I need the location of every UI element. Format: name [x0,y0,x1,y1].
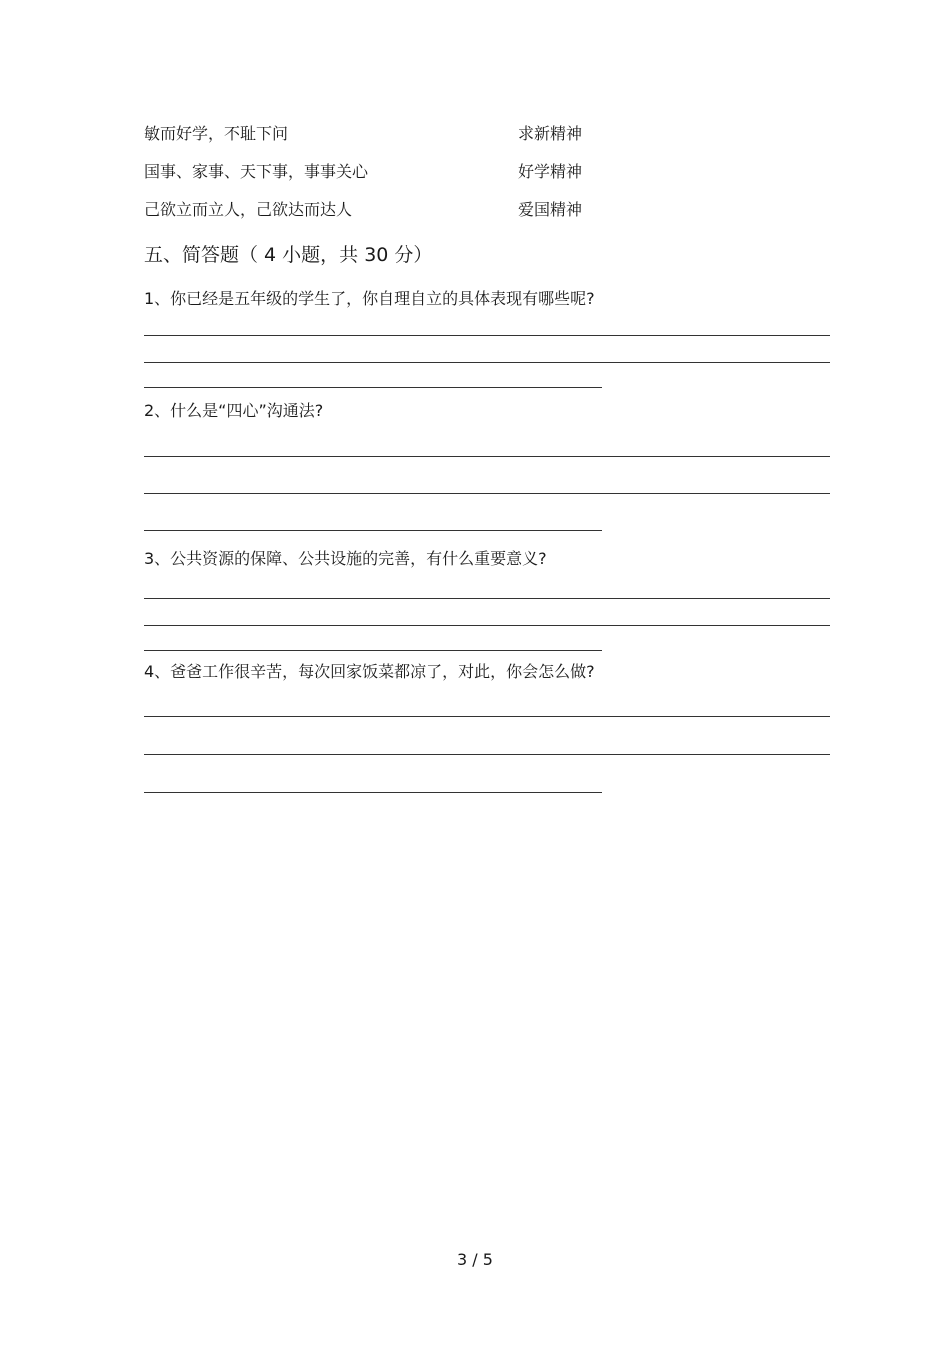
answer-line-4-2[interactable] [144,754,830,755]
answer-line-3-3[interactable] [144,650,602,651]
section-title: 五、简答题（ 4 小题，共 30 分） [144,244,433,266]
answer-line-3-2[interactable] [144,625,830,626]
page-number: 3 / 5 [457,1250,493,1269]
answer-line-2-2[interactable] [144,493,830,494]
answer-line-1-3[interactable] [144,387,602,388]
matching-left-3: 己欲立而立人，己欲达而达人 [144,200,353,219]
matching-right-3: 爱国精神 [518,200,583,219]
matching-right-2: 好学精神 [518,162,583,181]
question-2: 2、什么是“四心”沟通法? [144,401,324,420]
answer-line-1-2[interactable] [144,362,830,363]
question-4: 4、爸爸工作很辛苦，每次回家饭菜都凉了，对此，你会怎么做? [144,662,595,681]
answer-line-3-1[interactable] [144,598,830,599]
question-1: 1、你已经是五年级的学生了，你自理自立的具体表现有哪些呢? [144,289,595,308]
answer-line-2-1[interactable] [144,456,830,457]
question-3: 3、公共资源的保障、公共设施的完善，有什么重要意义? [144,549,547,568]
matching-left-1: 敏而好学，不耻下问 [144,124,289,143]
matching-left-2: 国事、家事、天下事，事事关心 [144,162,369,181]
answer-line-2-3[interactable] [144,530,602,531]
answer-line-1-1[interactable] [144,335,830,336]
answer-line-4-1[interactable] [144,716,830,717]
answer-line-4-3[interactable] [144,792,602,793]
matching-right-1: 求新精神 [518,124,583,143]
